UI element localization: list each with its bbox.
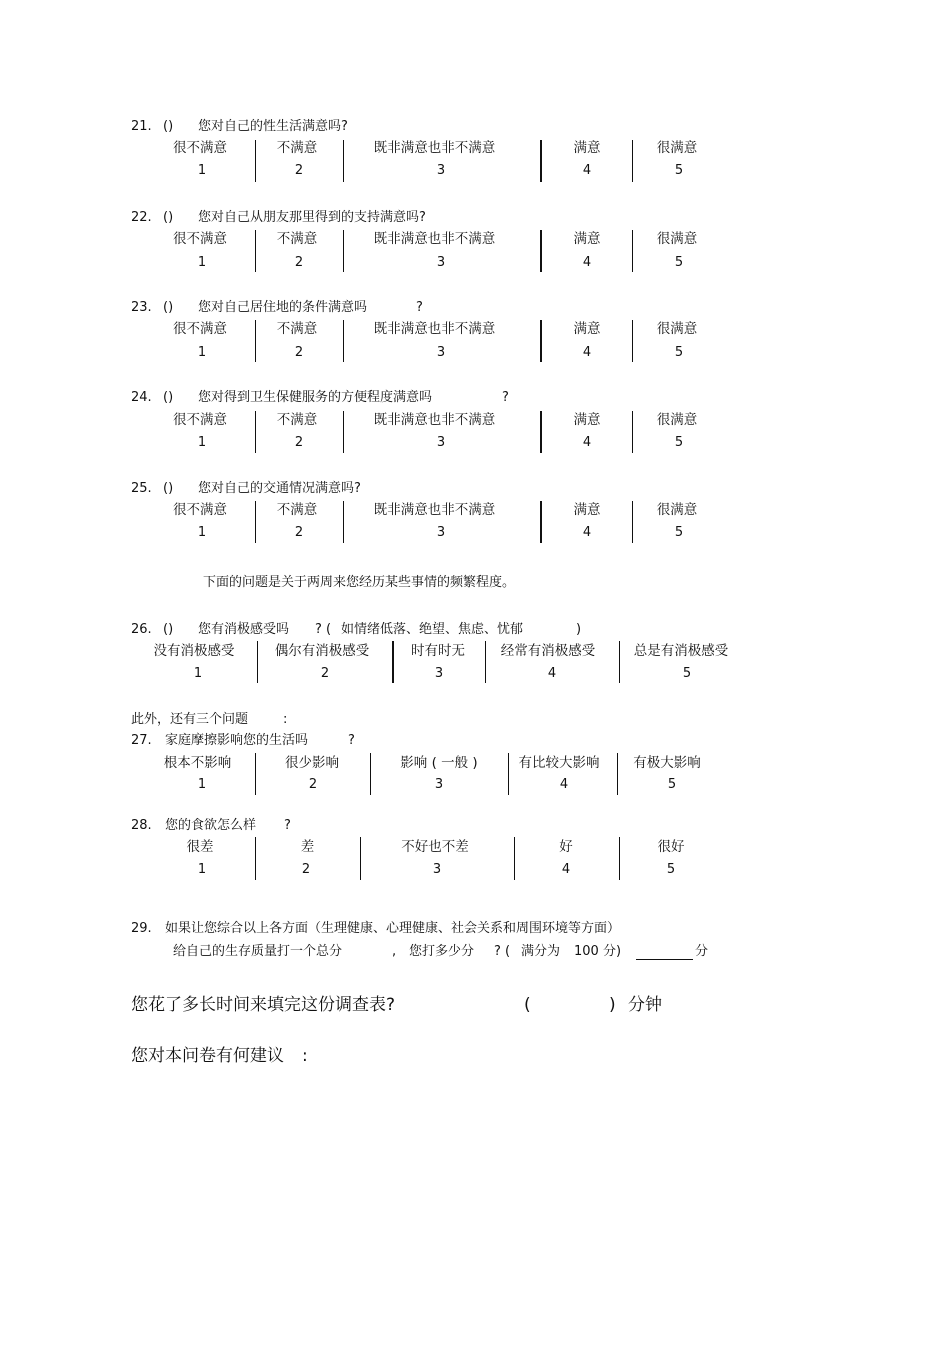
score-1: 1	[197, 862, 207, 877]
score-4: 4	[559, 777, 569, 792]
separator	[255, 501, 256, 543]
time-question: 您花了多长时间来填完这份调查表?	[131, 995, 396, 1015]
question-text-line2b: 您打多少分	[409, 944, 475, 959]
option-label[interactable]: 不满意	[276, 140, 318, 156]
score-5: 5	[682, 666, 692, 681]
question-text: 家庭摩擦影响您的生活吗	[165, 733, 309, 748]
option-label[interactable]: 既非满意也非不满意	[373, 231, 496, 247]
separator	[619, 641, 620, 683]
score-5: 5	[674, 435, 684, 450]
question-number: 21.	[131, 119, 152, 134]
suggestion-input[interactable]	[131, 1075, 821, 1275]
score-3: 3	[436, 345, 446, 360]
question-text: 您对自己居住地的条件满意吗	[198, 300, 368, 315]
answer-box[interactable]: ()	[163, 210, 174, 225]
separator	[632, 501, 633, 543]
separator	[255, 230, 256, 272]
separator	[540, 230, 542, 272]
time-unit: 分钟	[628, 995, 662, 1015]
answer-box[interactable]: ()	[163, 481, 174, 496]
separator	[632, 140, 633, 182]
max-score-label: 满分为	[521, 944, 561, 959]
score-4: 4	[582, 525, 592, 540]
option-label[interactable]: 满意	[573, 502, 601, 518]
score-4: 4	[582, 163, 592, 178]
score-1: 1	[197, 345, 207, 360]
separator	[619, 837, 620, 880]
separator	[255, 320, 256, 362]
section-intro: 下面的问题是关于两周来您经历某些事情的频繁程度。	[203, 575, 516, 590]
option-label[interactable]: 很不满意	[173, 231, 227, 247]
separator	[255, 837, 256, 880]
option-label[interactable]: 很满意	[656, 412, 698, 428]
separator	[540, 411, 542, 453]
option-label[interactable]: 既非满意也非不满意	[373, 321, 496, 337]
separator	[632, 230, 633, 272]
option-label[interactable]: 很好	[657, 839, 685, 855]
separator	[508, 753, 509, 795]
option-label[interactable]: 满意	[573, 321, 601, 337]
option-label[interactable]: 很不满意	[173, 140, 227, 156]
option-label[interactable]: 很满意	[656, 502, 698, 518]
score-5: 5	[674, 345, 684, 360]
time-paren-open: (	[524, 995, 531, 1015]
option-label[interactable]: 不满意	[276, 231, 318, 247]
separator	[540, 320, 542, 362]
score-4: 4	[582, 345, 592, 360]
separator	[392, 641, 394, 683]
score-1: 1	[193, 666, 203, 681]
option-label[interactable]: 不好也不差	[401, 839, 469, 855]
option-label[interactable]: 时有时无	[411, 643, 465, 659]
option-label[interactable]: 很不满意	[173, 502, 227, 518]
option-label[interactable]: 偶尔有消极感受	[274, 643, 370, 659]
score-2: 2	[294, 163, 304, 178]
score-5: 5	[674, 525, 684, 540]
option-label[interactable]: 既非满意也非不满意	[373, 502, 496, 518]
question-number: 27.	[131, 733, 152, 748]
score-5: 5	[666, 862, 676, 877]
score-2: 2	[320, 666, 330, 681]
question-mark: ?	[502, 390, 509, 405]
question-number: 25.	[131, 481, 152, 496]
option-label[interactable]: 影响 ( 一般 )	[400, 755, 478, 771]
question-number: 26.	[131, 622, 152, 637]
question-number: 23.	[131, 300, 152, 315]
option-label[interactable]: 很不满意	[173, 321, 227, 337]
question-examples: 如情绪低落、绝望、焦虑、忧郁	[341, 622, 524, 637]
answer-box[interactable]: ()	[163, 119, 174, 134]
paren-close: )	[576, 622, 582, 637]
score-4: 4	[582, 255, 592, 270]
question-text: 您的食欲怎么样	[165, 818, 257, 833]
option-label[interactable]: 很少影响	[285, 755, 339, 771]
paren-open: ? (	[494, 944, 511, 959]
separator	[540, 501, 542, 543]
score-unit: 分	[695, 944, 709, 959]
question-text: 您对自己的交通情况满意吗?	[198, 481, 361, 496]
score-2: 2	[301, 862, 311, 877]
score-3: 3	[436, 525, 446, 540]
score-1: 1	[197, 255, 207, 270]
score-2: 2	[294, 435, 304, 450]
question-text: 您对得到卫生保健服务的方便程度满意吗	[198, 390, 433, 405]
score-3: 3	[436, 435, 446, 450]
score-5: 5	[674, 255, 684, 270]
score-5: 5	[667, 777, 677, 792]
separator	[255, 753, 256, 795]
score-4: 4	[547, 666, 557, 681]
extra-intro: 此外，还有三个问题	[131, 712, 249, 727]
question-number: 29.	[131, 921, 152, 936]
option-label[interactable]: 既非满意也非不满意	[373, 140, 496, 156]
question-number: 22.	[131, 210, 152, 225]
option-label[interactable]: 总是有消极感受	[633, 643, 729, 659]
question-mark: ?	[348, 733, 355, 748]
separator	[540, 140, 542, 182]
separator	[255, 411, 256, 453]
score-3: 3	[434, 777, 444, 792]
option-label[interactable]: 差	[300, 839, 315, 855]
separator	[343, 230, 344, 272]
option-label[interactable]: 没有消极感受	[153, 643, 235, 659]
score-2: 2	[308, 777, 318, 792]
separator	[343, 140, 344, 182]
paren-open: ? (	[315, 622, 332, 637]
option-label[interactable]: 满意	[573, 231, 601, 247]
score-3: 3	[432, 862, 442, 877]
separator	[360, 837, 361, 880]
separator	[617, 753, 618, 795]
question-number: 28.	[131, 818, 152, 833]
separator	[343, 501, 344, 543]
question-number: 24.	[131, 390, 152, 405]
score-2: 2	[294, 525, 304, 540]
answer-box[interactable]: ()	[163, 622, 174, 637]
separator	[255, 140, 256, 182]
option-label[interactable]: 有极大影响	[633, 755, 701, 771]
score-3: 3	[436, 163, 446, 178]
score-3: 3	[436, 255, 446, 270]
option-label[interactable]: 很满意	[656, 231, 698, 247]
separator	[632, 320, 633, 362]
time-paren-close: )	[609, 995, 616, 1015]
suggestion-colon: :	[302, 1046, 308, 1066]
option-label[interactable]: 满意	[573, 140, 601, 156]
separator	[370, 753, 371, 795]
option-label[interactable]: 经常有消极感受	[500, 643, 596, 659]
question-text-line2: 给自己的生存质量打一个总分	[173, 944, 343, 959]
option-label[interactable]: 根本不影响	[163, 755, 232, 771]
suggestion-prompt: 您对本问卷有何建议	[131, 1046, 284, 1066]
separator	[485, 641, 486, 683]
answer-box[interactable]: ()	[163, 390, 174, 405]
question-text: 您对自己从朋友那里得到的支持满意吗?	[198, 210, 426, 225]
answer-box[interactable]: ()	[163, 300, 174, 315]
time-input[interactable]	[536, 995, 606, 1015]
score-1: 1	[197, 163, 207, 178]
score-input[interactable]	[636, 959, 693, 960]
score-3: 3	[434, 666, 444, 681]
extra-intro-colon: :	[283, 712, 288, 727]
option-label[interactable]: 不满意	[276, 412, 318, 428]
score-1: 1	[197, 777, 207, 792]
option-label[interactable]: 不满意	[276, 502, 318, 518]
separator	[632, 411, 633, 453]
option-label[interactable]: 有比较大影响	[518, 755, 600, 771]
question-text: 如果让您综合以上各方面（生理健康、心理健康、社会关系和周围环境等方面）	[165, 921, 621, 936]
option-label[interactable]: 很满意	[656, 140, 698, 156]
option-label[interactable]: 既非满意也非不满意	[373, 412, 496, 428]
score-4: 4	[582, 435, 592, 450]
separator	[257, 641, 258, 683]
option-label[interactable]: 很差	[186, 839, 214, 855]
question-mark: ?	[284, 818, 291, 833]
max-score-value: 100 分)	[574, 944, 622, 959]
score-1: 1	[197, 435, 207, 450]
separator	[343, 320, 344, 362]
option-label[interactable]: 很满意	[656, 321, 698, 337]
option-label[interactable]: 不满意	[276, 321, 318, 337]
question-mark: ?	[416, 300, 423, 315]
option-label[interactable]: 很不满意	[173, 412, 227, 428]
comma: ,	[392, 944, 397, 959]
score-4: 4	[561, 862, 571, 877]
score-2: 2	[294, 255, 304, 270]
separator	[514, 837, 515, 880]
score-5: 5	[674, 163, 684, 178]
option-label[interactable]: 好	[559, 839, 573, 855]
question-text: 您对自己的性生活满意吗?	[198, 119, 348, 134]
score-1: 1	[197, 525, 207, 540]
separator	[343, 411, 344, 453]
score-2: 2	[294, 345, 304, 360]
question-text: 您有消极感受吗	[198, 622, 290, 637]
option-label[interactable]: 满意	[573, 412, 601, 428]
